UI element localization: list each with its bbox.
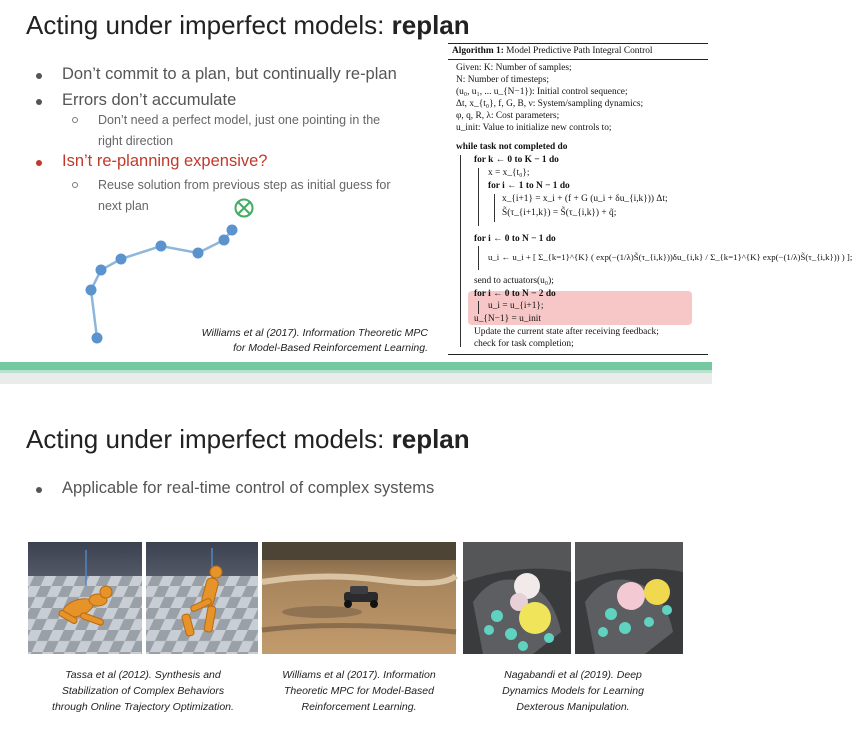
slide-2: [0, 384, 712, 749]
trajectory-node: [156, 241, 167, 252]
dexterous-hand-image-1: [463, 542, 571, 654]
dexterous-hand-image-2: [575, 542, 683, 654]
algo-line: for i ← 0 to N − 2 do: [474, 289, 556, 299]
bullet-ring-icon: [72, 182, 78, 188]
while-block-bar: [460, 155, 461, 347]
trajectory-node: [96, 265, 107, 276]
slide-separator-accent: [0, 362, 712, 370]
caption-tassa: Tassa et al (2012). Synthesis and Stabilization of Complex Behaviors through Online Trajectory Optimization.: [52, 669, 234, 713]
rule-top: [448, 43, 708, 44]
citation: Williams et al (2017). Information Theoretic MPC for Model-Based Reinforcement Learning.: [201, 327, 428, 354]
trajectory-node: [92, 333, 103, 344]
algo-line: x = x_{t₀};: [488, 168, 530, 178]
algorithm-box: [448, 42, 852, 358]
goal-target-icon: [236, 200, 253, 217]
bullet-ring-icon: [72, 117, 78, 123]
algo-line: u_i ← u_i + [ Σ_{k=1}^{K} ( exp(−(1/λ)S̃(τ_{i,k}))δu_{i,k} / Σ_{k=1}^{K} exp(−(1/λ)S̃(τ_{i,k})) ) ];: [488, 252, 852, 262]
bullet-item-question: Isn’t re-planning expensive?: [62, 152, 267, 171]
slide-separator-accent-light: [0, 370, 712, 373]
algo-line: S̃(τ_{i+1,k}) = S̃(τ_{i,k}) + q̃;: [502, 208, 617, 218]
inner-for-block-bar: [494, 194, 495, 222]
slide-1: [0, 0, 852, 362]
trajectory-node: [86, 285, 97, 296]
bullet-item: Don’t commit to a plan, but continually re-plan: [62, 65, 397, 84]
algo-line: φ, q, R, λ: Cost parameters;: [456, 111, 560, 121]
algo-line: Update the current state after receiving feedback;: [474, 327, 659, 337]
rule-bottom: [448, 354, 708, 355]
slide-title: Acting under imperfect models: replan: [26, 424, 470, 454]
shift-block-bar: [478, 301, 479, 314]
algo-line: for i ← 1 to N − 1 do: [488, 181, 570, 191]
bullet-dot-icon: [36, 487, 42, 493]
trajectory-node: [193, 248, 204, 259]
bullet-dot-icon: [36, 160, 42, 166]
trajectory-node: [227, 225, 238, 236]
humanoid-sim-scene-1: [28, 542, 142, 654]
bullet-item: Errors don’t accumulate: [62, 91, 236, 110]
algo-line: Given: K: Number of samples;: [456, 63, 572, 73]
algo-line: u_init: Value to initialize new controls to;: [456, 123, 612, 133]
bullet-dot-icon: [36, 73, 42, 79]
algo-line: (u₀, u₁, ... u_{N−1}): Initial control sequence;: [456, 87, 628, 97]
sub-bullet-item: Reuse solution from previous step as initial guess for next plan: [98, 175, 391, 217]
dexterous-hand-scene-1: [463, 542, 571, 654]
trajectory-node: [219, 235, 230, 246]
algo-line: N: Number of timesteps;: [456, 75, 549, 85]
sub-bullet-item: Don’t need a perfect model, just one pointing in the right direction: [98, 110, 380, 152]
for-block-bar: [478, 168, 479, 226]
algo-line: send to actuators(u₀);: [474, 276, 554, 286]
rule-mid: [448, 59, 708, 60]
humanoid-sim-image-2: [146, 542, 258, 654]
humanoid-sim-image-1: [28, 542, 142, 654]
algo-line: u_{N−1} = u_init: [474, 314, 541, 324]
humanoid-sim-scene-2: [146, 542, 258, 654]
dexterous-hand-scene-2: [575, 542, 683, 654]
algo-line: Δt, x_{t₀}, f, G, B, ν: System/sampling dynamics;: [456, 99, 644, 109]
caption-williams: Williams et al (2017). Information Theoretic MPC for Model-Based Reinforcement Learning.: [282, 669, 436, 713]
trajectory-node: [116, 254, 127, 265]
rally-car-image: [262, 542, 456, 654]
algo-line: x_{i+1} = x_i + (f + G (u_i + δu_{i,k})) Δt;: [502, 194, 668, 204]
algo-line: for k ← 0 to K − 1 do: [474, 155, 559, 165]
bullet-item: Applicable for real-time control of complex systems: [62, 479, 434, 498]
rally-car-scene: [262, 542, 456, 654]
algo-line: check for task completion;: [474, 339, 574, 349]
algo-line: u_i = u_{i+1};: [488, 301, 544, 311]
slide-title: Acting under imperfect models: replan: [26, 10, 470, 40]
algo-line: while task not completed do: [456, 142, 568, 152]
bullet-dot-icon: [36, 99, 42, 105]
algorithm-title: Algorithm 1: Model Predictive Path Integral Control: [452, 46, 653, 56]
algo-line: for i ← 0 to N − 1 do: [474, 234, 556, 244]
update-block-bar: [478, 246, 479, 270]
caption-nagabandi: Nagabandi et al (2019). Deep Dynamics Models for Learning Dexterous Manipulation.: [502, 669, 644, 713]
